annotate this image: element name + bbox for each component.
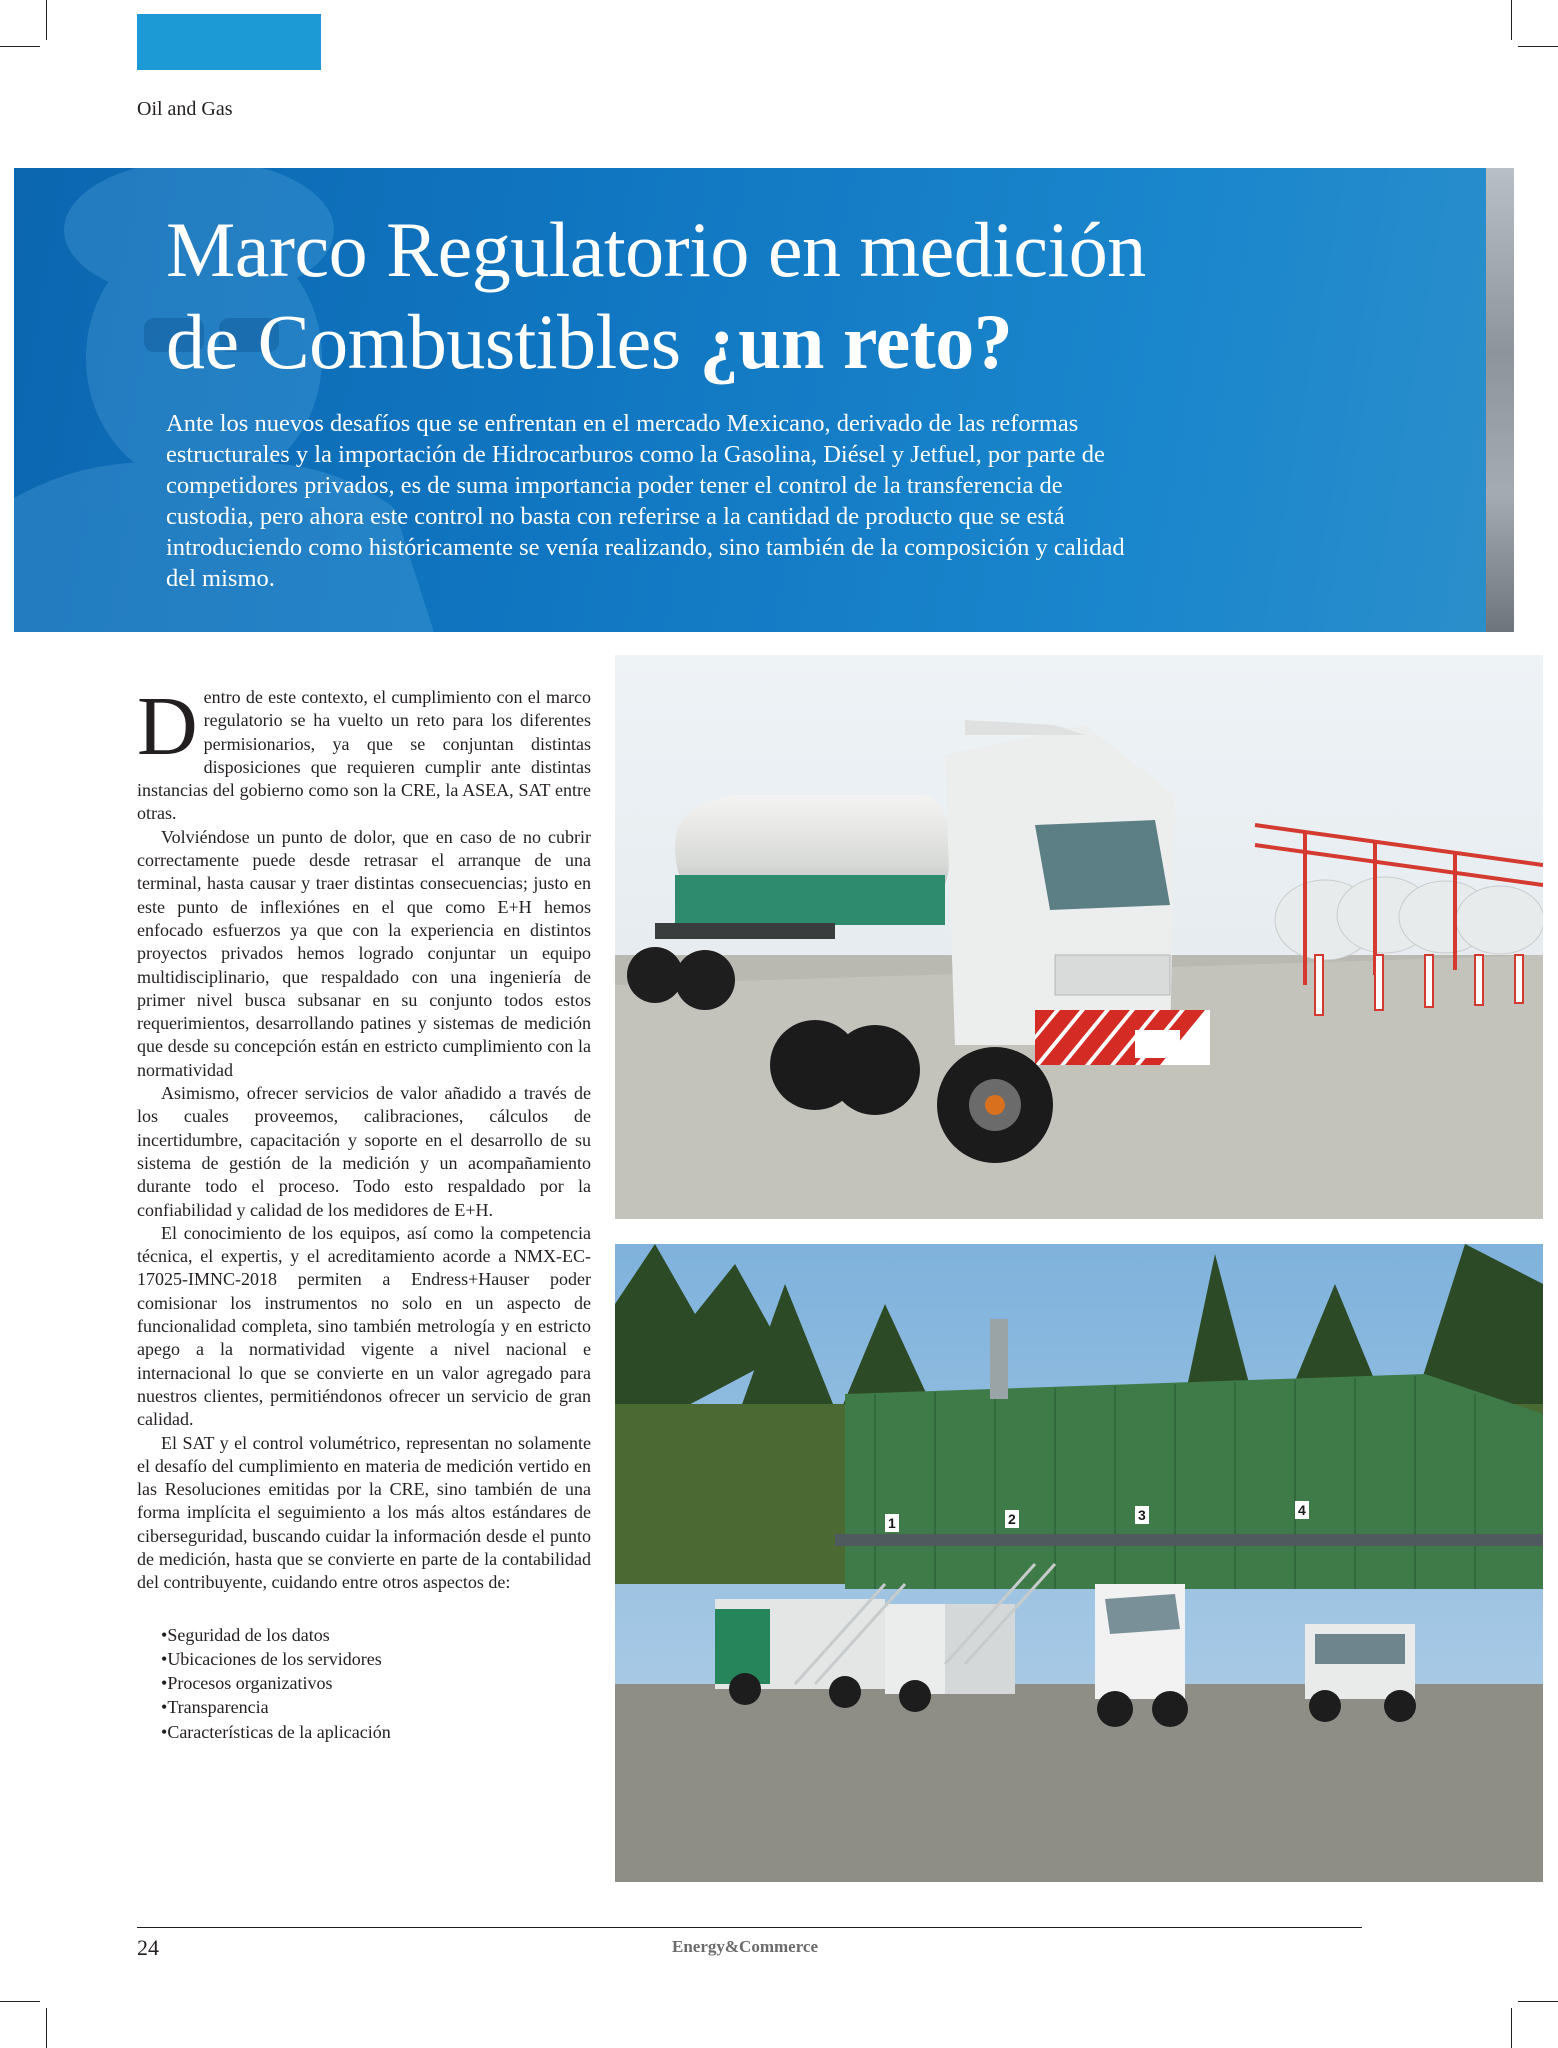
section-label: Oil and Gas (137, 98, 233, 120)
paragraph-4: El conocimiento de los equipos, así como la competencia técnica, el expertis, y el acreditamiento acorde a NMX-EC-17025-IMNC-2018 permiten a Endress+Hauser poder comisionar los instrumentos no solo en un aspecto de funcionalidad completa, sino también metrología y en estricto apego a la normatividad vigente a nivel nacional e internacional lo que se convierte en un valor agregado para nuestros clientes, permitiéndonos ofrecer un servicio de gran calidad. (137, 1222, 591, 1430)
crop-mark (46, 0, 47, 40)
paragraph-1 (137, 680, 591, 826)
crop-mark (1511, 0, 1512, 40)
bay-number: 2 (1008, 1511, 1016, 1527)
crop-mark (1518, 46, 1558, 47)
crop-mark (0, 2001, 40, 2002)
crop-mark (1511, 2008, 1512, 2048)
article-body (137, 680, 591, 1744)
bay-number: 1 (888, 1515, 896, 1531)
hero-banner (14, 168, 1514, 632)
drop-cap: D (137, 680, 198, 773)
paragraph-1-text: entro de este contexto, el cumplimiento con el marco regulatorio se ha vuelto un reto para los diferentes permisionarios, ya que se conjuntan distintas disposiciones que requieren cumplir ante distintas instancias del gobierno como son la CRE, la ASEA, SAT entre otras. (137, 687, 591, 824)
section-tab-marker (137, 14, 321, 70)
magazine-brand: Energy&Commerce (672, 1937, 819, 1956)
tanker-truck-photo (615, 655, 1543, 1219)
pipes-strip-image (1486, 168, 1514, 632)
paragraph-3: Asimismo, ofrecer servicios de valor añadido a través de los cuales proveemos, calibraciones, cálculos de incertidumbre, capacitación y soporte en el desarrollo de su sistema de gestión de la medición y un acompañamiento durante todo el proceso. Todo esto respaldado por la confiabilidad y calidad de los medidores de E+H. (137, 1083, 591, 1220)
list-item: • Seguridad de los datos (161, 1623, 591, 1647)
article-lead: Ante los nuevos desafíos que se enfrentan en el mercado Mexicano, derivado de las reformas estructurales y la importación de Hidrocarburos como la Gasolina, Diésel y Jetfuel, por parte de competidores privados, es de suma importancia poder tener el control de la transferencia de custodia, pero ahora este control no basta con referirse a la cantidad de producto que se está introduciendo como históricamente se venía realizando, sino también de la composición y calidad del mismo. (166, 410, 1125, 592)
list-item: • Procesos organizativos (161, 1671, 591, 1695)
bullet-list (161, 1623, 591, 1744)
title-line-1: Marco Regulatorio en medición (166, 206, 1146, 293)
list-item: • Transparencia (161, 1695, 591, 1719)
crop-mark (46, 2008, 47, 2048)
crop-mark (1518, 2001, 1558, 2002)
footer-rule (137, 1927, 1362, 1928)
list-item: • Características de la aplicación (161, 1720, 591, 1744)
loading-station-photo (615, 1244, 1543, 1882)
title-line-2: de Combustibles (166, 298, 700, 385)
paragraph-5: El SAT y el control volumétrico, representan no solamente el desafío del cumplimiento en materia de medición vertido en las Resoluciones emitidas por la CRE, sino también de una forma implícita el seguimiento a los más altos estándares de ciberseguridad, buscando cuidar la información desde el punto de medición, hasta que se convierte en parte de la contabilidad del contribuyente, cuidando entre otros aspectos de: (137, 1432, 591, 1593)
title-emphasis: ¿un reto? (699, 298, 1013, 385)
bay-number: 3 (1138, 1507, 1146, 1523)
article-title (166, 204, 1366, 388)
bay-number: 4 (1298, 1502, 1306, 1518)
crop-mark (0, 46, 40, 47)
list-item: • Ubicaciones de los servidores (161, 1647, 591, 1671)
paragraph-2: Volviéndose un punto de dolor, que en caso de no cubrir correctamente puede desde retrasar el arranque de una terminal, hasta causar y traer distintas consecuencias; justo en este punto de inflexiónes en el que como E+H hemos enfocado esfuerzos ya que con la experiencia en distintos proyectos privados hemos logrado conjuntar un equipo multidisciplinario, que respaldado con una ingeniería de primer nivel busca subsanar en su conjunto todos estos requerimientos, desarrollando patines y sistemas de medición que desde su concepción están en estricto cumplimiento con la normatividad (137, 826, 591, 1080)
page-number: 24 (137, 1935, 159, 1960)
